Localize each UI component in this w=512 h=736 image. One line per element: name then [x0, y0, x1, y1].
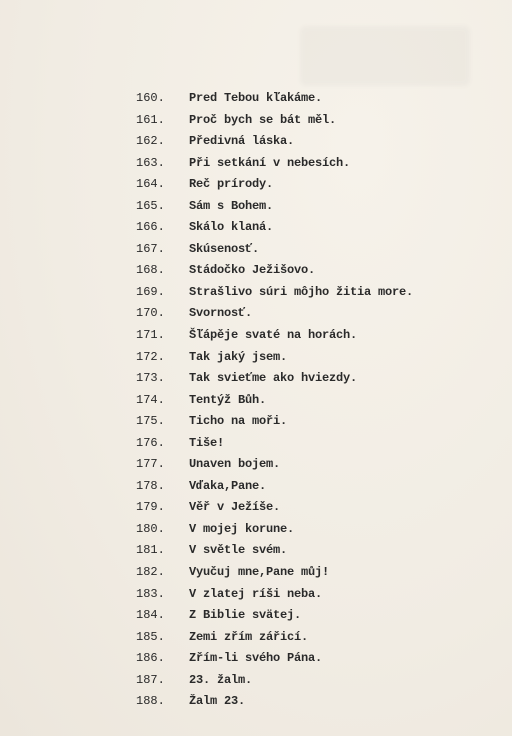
entry-title: Unaven bojem.: [189, 457, 281, 472]
entry-title: Tak svieťme ako hviezdy.: [189, 371, 358, 386]
entry-number: 181.: [136, 543, 165, 558]
entry-number: 172.: [136, 349, 165, 364]
entry-number: 185.: [136, 629, 165, 644]
entry-title: Reč prírody.: [189, 177, 274, 192]
entry-title: Zemi zřím zářicí.: [189, 629, 309, 644]
list-item: [136, 217, 413, 239]
entry-title: V světle svém.: [189, 543, 288, 558]
entry-number: 188.: [136, 694, 165, 709]
entry-number: 171.: [136, 328, 165, 343]
entry-title: 23. žalm.: [189, 672, 253, 687]
entry-title: Tiše!: [189, 435, 225, 450]
entry-title: Při setkání v nebesích.: [189, 155, 351, 170]
entry-title: Proč bych se bát měl.: [189, 112, 337, 127]
entry-title: Sám s Bohem.: [189, 198, 274, 213]
entry-number: 169.: [136, 284, 165, 299]
list-item: [136, 88, 413, 110]
list-item: [136, 282, 413, 304]
list-item: [136, 239, 413, 261]
entry-number: 160.: [136, 91, 165, 105]
list-item: [136, 174, 413, 196]
list-item: [136, 347, 413, 369]
list-item: [136, 260, 413, 282]
entry-number: 163.: [136, 155, 165, 170]
entry-number: 161.: [136, 112, 165, 127]
list-item: [136, 368, 413, 390]
list-item: [136, 303, 413, 325]
entry-title: Strašlivo súri môjho žitia more.: [189, 284, 414, 299]
entry-title: V zlatej ríši neba.: [189, 586, 323, 601]
song-index-list: [136, 88, 413, 713]
entry-number: 167.: [136, 241, 165, 256]
entry-number: 180.: [136, 521, 165, 536]
entry-title: Šľápěje svaté na horách.: [189, 328, 358, 343]
entry-number: 177.: [136, 457, 165, 472]
entry-number: 179.: [136, 500, 165, 515]
entry-number: 174.: [136, 392, 165, 407]
list-item: [136, 110, 413, 132]
entry-number: 187.: [136, 672, 165, 687]
entry-number: 170.: [136, 306, 165, 321]
entry-number: 183.: [136, 586, 165, 601]
list-item: [136, 411, 413, 433]
entry-title: Z Biblie svätej.: [189, 608, 302, 623]
entry-title: Tentýž Bůh.: [189, 392, 267, 407]
list-item: [136, 325, 413, 347]
entry-number: 186.: [136, 651, 165, 666]
list-item: [136, 562, 413, 584]
entry-title: Ticho na moři.: [189, 414, 288, 429]
entry-title: Vyučuj mne,Pane můj!: [189, 565, 330, 580]
entry-title: Věř v Ježíše.: [189, 500, 281, 515]
entry-title: Skúsenosť.: [189, 241, 260, 256]
entry-number: 164.: [136, 177, 165, 192]
list-item: [136, 540, 413, 562]
entry-title: Stádočko Ježišovo.: [189, 263, 316, 278]
entry-title: Zřím-li svého Pána.: [189, 651, 323, 666]
list-item: [136, 584, 413, 606]
entry-title: Předivná láska.: [189, 134, 295, 149]
entry-title: Vďaka,Pane.: [189, 478, 267, 493]
show-through-bleed: [300, 26, 470, 86]
list-item: [136, 454, 413, 476]
entry-number: 178.: [136, 478, 165, 493]
entry-number: 173.: [136, 371, 165, 386]
list-item: [136, 153, 413, 175]
entry-number: 168.: [136, 263, 165, 278]
entry-number: 165.: [136, 198, 165, 213]
list-item: [136, 627, 413, 649]
entry-number: 166.: [136, 220, 165, 235]
list-item: [136, 476, 413, 498]
list-item: [136, 390, 413, 412]
list-item: [136, 131, 413, 153]
list-item: [136, 648, 413, 670]
list-item: [136, 691, 413, 713]
entry-title: Pred Tebou kľakáme.: [189, 91, 323, 105]
list-item: [136, 605, 413, 627]
entry-title: V mojej korune.: [189, 521, 295, 536]
list-item: [136, 497, 413, 519]
list-item: [136, 196, 413, 218]
entry-title: Svornosť.: [189, 306, 253, 321]
entry-title: Tak jaký jsem.: [189, 349, 288, 364]
entry-number: 176.: [136, 435, 165, 450]
entry-title: Žalm 23.: [189, 694, 246, 709]
list-item: [136, 670, 413, 692]
list-item: [136, 519, 413, 541]
list-item: [136, 433, 413, 455]
entry-number: 175.: [136, 414, 165, 429]
entry-number: 182.: [136, 565, 165, 580]
entry-number: 184.: [136, 608, 165, 623]
entry-number: 162.: [136, 134, 165, 149]
entry-title: Skálo klaná.: [189, 220, 274, 235]
